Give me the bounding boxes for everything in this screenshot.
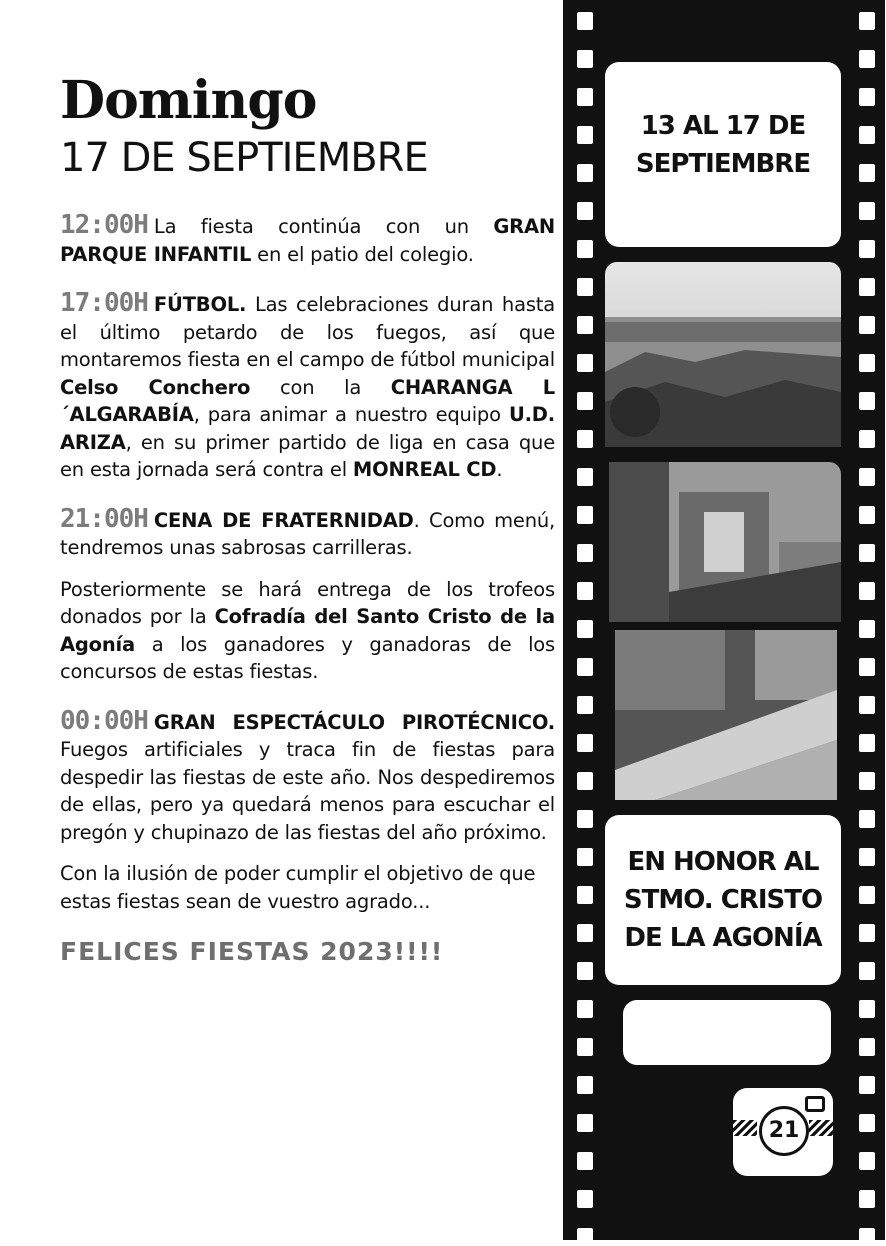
event-00h: 00:00H GRAN ESPECTÁCULO PIROTÉCNICO. Fuegos artificiales y traca fin de fiestas para despedir las fiestas de este año. Nos despediremos de ellas, pero ya quedará menos para escuchar el pregón y chupinazo de las fiestas del año próximo. [60,705,555,844]
dates-line-1: 13 AL 17 DE [640,111,806,141]
stone-wall-photo [615,630,837,800]
film-hole [859,886,875,904]
film-hole [577,278,593,296]
film-hole [859,50,875,68]
film-hole [577,810,593,828]
date-subtitle: 17 DE SEPTIEMBRE [60,135,428,181]
dates-line-2: SEPTIEMBRE [635,149,811,179]
film-hole [577,392,593,410]
film-hole [859,278,875,296]
film-hole [859,620,875,638]
film-hole [859,1076,875,1094]
film-hole [577,1190,593,1208]
film-hole [577,506,593,524]
film-hole [859,316,875,334]
dedication-line-2: STMO. CRISTO [623,885,823,915]
film-hole [577,468,593,486]
film-hole [577,430,593,448]
film-hole [577,12,593,30]
film-hole [859,202,875,220]
film-hole [577,164,593,182]
dedication-line-1: EN HONOR AL [627,847,819,877]
film-holes-left [577,0,593,1240]
film-hole [859,468,875,486]
camera-icon [733,1088,833,1176]
film-hole [577,88,593,106]
event-17h: 17:00H FÚTBOL. Las celebraciones duran hasta el último petardo de los fuegos, así que montaremos fiesta en el campo de fútbol municipal Celso Conchero con la CHARANGA L´ALGARABÍA, para animar a nuestro equipo U.D. ARIZA, en su primer partido de liga en casa que en esta jornada será contra el MONREAL CD. [60,288,555,481]
film-hole [577,50,593,68]
film-holes-right [859,0,875,1240]
town-landscape-photo [605,262,841,447]
film-hole [577,658,593,676]
film-hole [577,620,593,638]
film-hole [859,962,875,980]
film-hole [577,1000,593,1018]
film-hole [859,164,875,182]
film-hole [859,1000,875,1018]
film-hole [859,924,875,942]
film-hole [859,354,875,372]
event-time: 21:00H [60,503,148,534]
text-column [60,70,555,966]
film-hole [859,1114,875,1132]
film-hole [577,734,593,752]
film-hole [859,506,875,524]
film-hole [577,962,593,980]
film-hole [859,126,875,144]
film-hole [859,658,875,676]
film-hole [577,240,593,258]
flash-icon [805,1096,825,1112]
film-hole [577,924,593,942]
film-hole [577,1152,593,1170]
page-number: 21 [759,1106,809,1156]
film-hole [577,126,593,144]
film-hole [577,886,593,904]
film-hole [859,772,875,790]
film-hole [859,1190,875,1208]
film-hole [577,582,593,600]
film-hole [577,354,593,372]
film-hole [859,734,875,752]
film-hole [859,392,875,410]
film-hole [577,544,593,562]
film-hole [577,202,593,220]
film-hole [859,1152,875,1170]
film-hole [577,1114,593,1132]
film-hole [577,696,593,714]
event-21h: 21:00H CENA DE FRATERNIDAD. Como menú, tendremos unas sabrosas carrilleras. [60,503,556,559]
film-hole [859,1228,875,1246]
film-hole [859,88,875,106]
frame-dates [605,62,841,247]
film-hole [577,848,593,866]
film-hole [859,848,875,866]
film-hole [859,430,875,448]
frame-dedication [605,815,841,985]
day-title: Domingo [60,70,317,131]
film-hole [577,316,593,334]
film-hole [859,240,875,258]
film-hole [577,1038,593,1056]
film-hole [859,582,875,600]
castle-ruins-photo [609,462,841,622]
film-hole [577,772,593,790]
event-time: 17:00H [60,288,148,318]
felices-fiestas: FELICES FIESTAS 2023!!!! [60,937,444,966]
event-12h: 12:00H La fiesta continúa con un GRAN PARQUE INFANTIL en el patio del colegio. [60,210,555,266]
film-hole [859,1038,875,1056]
dedication-line-3: DE LA AGONÍA [624,923,822,953]
trophies-paragraph: Posteriormente se hará entrega de los trofeos donados por la Cofradía del Santo Cristo de la Agonía a los ganadores y ganadoras de los concursos de estas fiestas. [60,577,556,683]
closing-paragraph: Con la ilusión de poder cumplir el objetivo de que estas fiestas sean de vuestro agrado... [60,862,536,913]
frame-blank [623,1000,831,1065]
film-hole [859,544,875,562]
film-hole [859,12,875,30]
event-time: 12:00H [60,210,148,240]
film-hole [577,1228,593,1246]
film-hole [859,810,875,828]
film-hole [859,696,875,714]
event-time: 00:00H [60,705,148,736]
film-hole [577,1076,593,1094]
film-strip [563,0,885,1240]
